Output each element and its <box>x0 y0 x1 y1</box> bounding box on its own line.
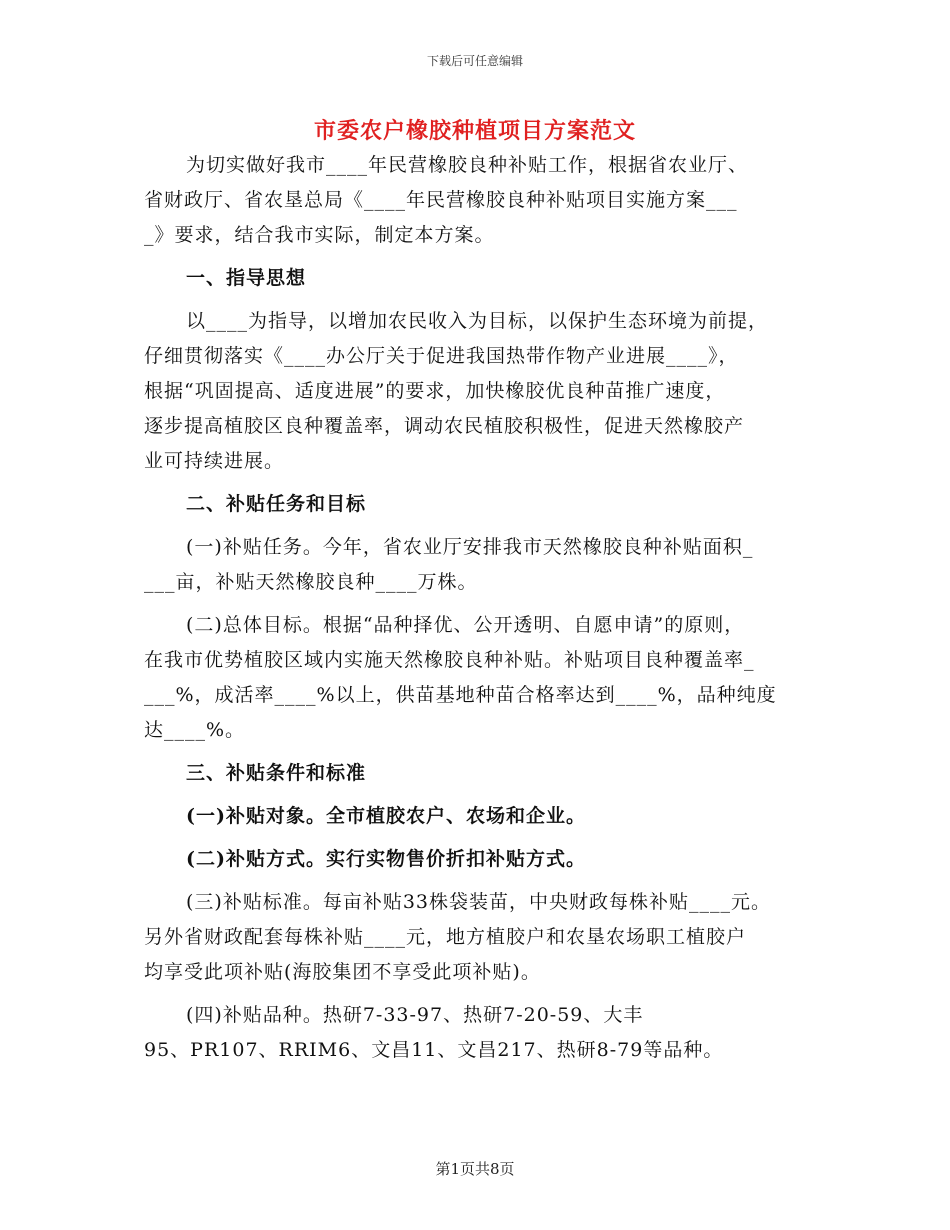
section2-goal-line-4: 达____%。 <box>144 719 246 741</box>
intro-line-2: 省财政厅、省农垦总局《____年民营橡胶良种补贴项目实施方案___ <box>144 189 738 211</box>
section-heading-conditions-standards: 三、补贴条件和标准 <box>186 762 367 784</box>
section2-task-line-2: ___亩，补贴天然橡胶良种____万株。 <box>144 571 478 593</box>
section3-item3-line-1: (三)补贴标准。每亩补贴33株袋装苗，中央财政每株补贴____元。 <box>186 891 772 913</box>
document-body <box>144 148 814 1068</box>
section1-line-2: 仔细贯彻落实《____办公厅关于促进我国热带作物产业进展____》， <box>144 345 739 367</box>
document-title: 市委农户橡胶种植项目方案范文 <box>313 118 636 144</box>
section2-goal-line-1: (二)总体目标。根据“品种择优、公开透明、自愿申请”的原则， <box>186 614 745 636</box>
section3-item4-line-2: 95、PR107、RRIM6、文昌11、文昌217、热研8-79等品种。 <box>144 1039 724 1061</box>
section3-item3-line-2: 另外省财政配套每株补贴____元，地方植胶户和农垦农场职工植胶户 <box>144 926 747 948</box>
section1-line-5: 业可持续进展。 <box>144 450 285 472</box>
section2-task-line-1: (一)补贴任务。今年，省农业厅安排我市天然橡胶良种补贴面积_ <box>186 536 754 558</box>
section1-line-3: 根据“巩固提高、适度进展”的要求，加快橡胶优良种苗推广速度， <box>144 380 726 402</box>
section-heading-tasks-goals: 二、补贴任务和目标 <box>186 493 367 515</box>
section3-item-1: (一)补贴对象。全市植胶农户、农场和企业。 <box>186 805 586 827</box>
intro-line-1: 为切实做好我市____年民营橡胶良种补贴工作，根据省农业厅、 <box>186 154 749 176</box>
section3-item4-line-1: (四)补贴品种。热研7-33-97、热研7-20-59、大丰 <box>186 1004 644 1026</box>
section1-line-4: 逐步提高植胶区良种覆盖率，调动农民植胶积极性，促进天然橡胶产 <box>144 415 745 437</box>
section2-goal-line-2: 在我市优势植胶区域内实施天然橡胶良种补贴。补贴项目良种覆盖率_ <box>144 649 755 671</box>
section2-goal-line-3: ___%，成活率____%以上，供苗基地种苗合格率达到____%，品种纯度 <box>144 684 777 706</box>
intro-line-3: _》要求，结合我市实际，制定本方案。 <box>144 224 495 246</box>
section3-item3-line-3: 均享受此项补贴(海胶集团不享受此项补贴)。 <box>144 961 541 983</box>
page-number: 第1页共8页 <box>435 1160 515 1178</box>
section3-item-2: (二)补贴方式。实行实物售价折扣补贴方式。 <box>186 848 586 870</box>
section1-line-1: 以____为指导，以增加农民收入为目标，以保护生态环境为前提， <box>186 310 769 332</box>
page-header-note: 下载后可任意编辑 <box>426 54 523 68</box>
section-heading-guiding-thought: 一、指导思想 <box>186 267 307 289</box>
